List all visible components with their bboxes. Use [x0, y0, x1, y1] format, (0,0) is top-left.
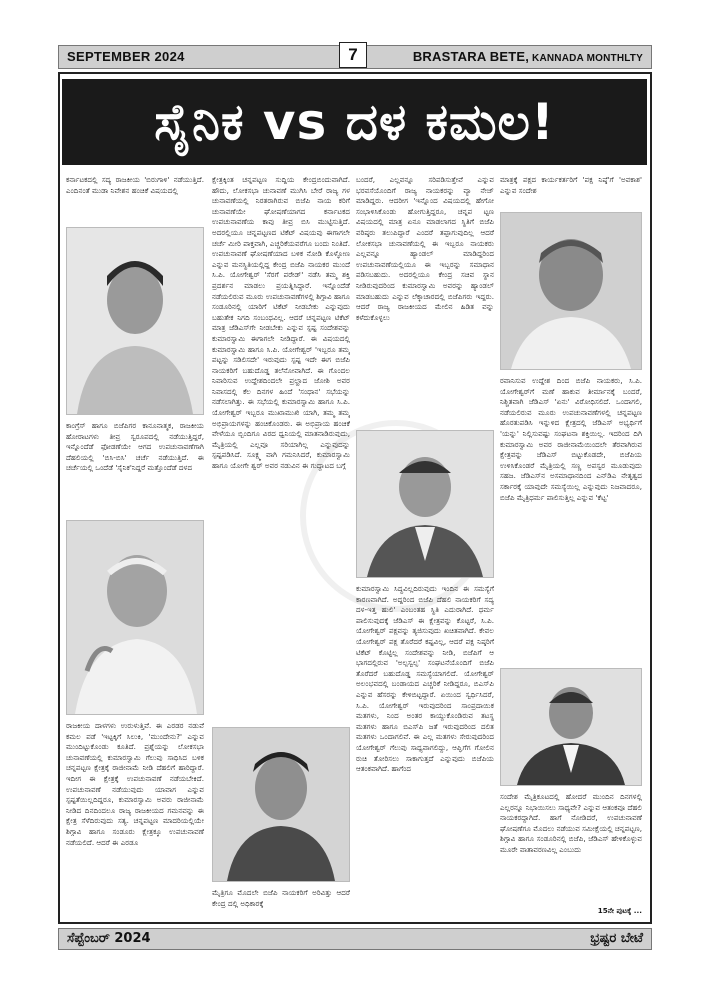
article-col1-body2: ರಾಜಕೀಯ ದಾಳಗಳು ಉರುಳುತ್ತಿವೆ. ಈ ಎರಡರ ನಡುವೆ ಕಮಲ ಪಡೆ 'ಇಟ್ಟಕ್ಕಿಗೆ ಸಿಲುಕಿ, 'ಮುಂದೇನು?' ಎನ್ನುವ ಮುಂದಿಟ್ಟುಕೊಂಡು ಕೂತಿದೆ. ಪ್ರಶ್ನೆಯನ್ನು ಲೋಕಸಭಾ ಚುನಾವಣೆಯಲ್ಲಿ ಕುಮಾರಸ್ವಾಮಿ ಗೆಲುವು ಸಾಧಿಸಿದ ಬಳಿಕ ಚನ್ನಪಟ್ಟಣ ಕ್ಷೇತ್ರಕ್ಕೆ ರಾಜೀನಾಮೆ ನೀಡಿ ದೆಹಲಿಗೆ ಹಾರಿದ್ದಾರೆ. ಇದೀಗ ಈ ಕ್ಷೇತ್ರಕ್ಕೆ ಉಪಚುನಾವಣೆ ನಡೆಯಬೇಕಿದೆ. ಉಪಚುನಾವಣೆ ನಡೆಯುವುದು ಯಾವಾಗ ಎನ್ನುವ ಸ್ಪಷ್ಟತೆಯಿಲ್ಲದಿದ್ದರೂ, ಕುಮಾರಸ್ವಾಮಿ ಅವರು ರಾಜೀನಾಮೆ ನೀಡಿದ ದಿನದಿಂದಲೂ ರಾಜ್ಯ ರಾಜಕೀಯದ ಗಮನವನ್ನು ಈ ಕ್ಷೇತ್ರ ಸೆಳೆದಿರುವುದು ಸತ್ಯ. ಚನ್ನಪಟ್ಟಣ ಮಾದರಿಯಲ್ಲಿಯೇ ಶಿಗ್ಗಾವಿ ಹಾಗೂ ಸಂಡೂರು ಕ್ಷೇತ್ರಕ್ಕೂ ಉಪಚುನಾವಣೆ ನಡೆಯಲಿದೆ. ಆದರೆ ಈ ಎರಡೂ [66, 721, 204, 847]
footer-date: ಸೆಪ್ಟೆಂಬರ್ 2024 [67, 931, 151, 946]
article-col1-body: ಕಾಂಗ್ರೆಸ್ ಹಾಗೂ ಬಿಜೆಪಿಗರ ಕಾನೂನಾತ್ಮಕ, ರಾಜಕೀಯ ಹೋರಾಟಗಳು ತೀವ್ರ ಸ್ವರೂಪದಲ್ಲಿ ನಡೆಯುತ್ತಿದ್ದರೆ, ಇನ್ನೊಂದೆಡೆ ಫೋಡಣೆಯೇ ಆಗದ ಉಪಚುನಾವಣೆಗಾಗಿ ದೆಹಲಿಯಲ್ಲಿ 'ಬಿಸಿ-ಬಿಸಿ' ಚರ್ಚೆ ನಡೆಯುತ್ತಿದೆ. ಈ ಚರ್ಚೆಯಲ್ಲಿ ಒಂದೆಡೆ 'ಸೈನಿಕ'ನಿದ್ದರೆ ಮತ್ತೊಂದೆಡೆ ದಳದ [66, 421, 204, 473]
photo-politician-4 [500, 212, 642, 370]
headline: ಸೈನಿಕ vs ದಳ ಕಮಲ! [62, 79, 647, 165]
continued-note: 15ನೇ ಪುಟಕ್ಕೆ ... [597, 906, 642, 915]
publication-name [413, 49, 643, 64]
article-col4-intro: ಮಾತ್ರಕ್ಕೆ ಪಕ್ಷದ ಕಾರ್ಯಕರ್ತರಿಗೆ 'ಪಕ್ಷ ನಿಷ್ಠೆ'ಗೆ 'ಅವಕಾಶ' ಎನ್ನುವ ಸಂದೇಶ [500, 175, 642, 195]
footer-publication: ಭ್ರಷ್ಟರ ಬೇಟೆ [590, 931, 643, 946]
footer-bar [58, 928, 652, 950]
article-col1-intro: ಕರ್ನಾಟಕದಲ್ಲಿ ಸದ್ಯ ರಾಜಕೀಯ 'ಬಿರುಗಾಳಿ' ನಡೆಯುತ್ತಿದೆ. ಎಂದಿನಂತೆ ಮುಡಾ ನಿವೇಶನ ಹಂಚಿಕೆ ವಿಷಯದಲ್ಲಿ [66, 175, 204, 195]
header-bar [58, 45, 652, 69]
article-col4-body: ರವಾನಿಸುವ ಉದ್ದೇಶ ದಿಂದ ಬಿಜೆಪಿ ನಾಯಕರು, ಸಿ.ಪಿ. ಯೋಗೇಶ್ವರ್‌ಗೆ ಮಣೆ ಹಾಕುವ ತೀರ್ಮಾನಕ್ಕೆ ಬಂದರೆ, ನಿಶ್ಚಿತವಾಗಿ ಜೆಡಿಎಸ್ 'ಏನು' ವಿರೋಧಿಸಲಿದೆ. ಒಂದಾಗಲಿ, ನಡೆಯಲಿರುವ ಮೂರು ಉಪಚುನಾವಣೆಗಳಲ್ಲಿ ಚನ್ನಪಟ್ಟಣ ಹೊರತುಪಡಿಸಿ ಇನ್ನುಳಿದ ಕ್ಷೇತ್ರದಲ್ಲಿ ಜೆಡಿಎಸ್ ಅಭ್ಯರ್ಥಿಗೆ 'ಯನ್ನು' ನಿಲ್ಲಿಸುವಷ್ಟು ಸಂಘಟನಾ ಶಕ್ತಿಯಿಲ್ಲ. ಇದರಿಂದ ದಿಗಿ ಕುಮಾರಸ್ವಾಮಿ ಅವರ ರಾಜೀನಾಮೆಯಿಂದಲೇ ತೆರವಾಗಿರುವ ಕ್ಷೇತ್ರವನ್ನು ಜೆಡಿಎಸ್ ಬಿಟ್ಟುಕೊಡದೇ, ಬಿಜೆಪಿಯ ಉಳಿಸಿಕೊಂಡರೆ ಮೈತ್ರಿಯಲ್ಲಿ ಸಣ್ಣ ಅಪಸ್ವರ ಮೂಡುವುದು ಸಹಜ. ಜೆಡಿಎಸ್‌ನ ಅಸಮಾಧಾನದಿಂದ ಎನ್‌ಡಿಎ ನೇತೃತ್ವದ ಸರ್ಕಾರಕ್ಕೆ ಯಾವುದೇ ಸಮಸ್ಯೆಯಿಲ್ಲ ಎನ್ನುವುದು ನಿಜವಾದರೂ, ಬಿಜೆಪಿ ಮೈತ್ರಿಧರ್ಮ ಪಾಲಿಸುತ್ತಿಲ್ಲ ಎನ್ನುವ 'ಕೆಟ್ಟ' [500, 376, 642, 502]
article-col3-body2: ಕುಮಾರಸ್ವಾಮಿ ಸಿದ್ಧವಿಲ್ಲದಿರುವುದು ಇಂದಿನ ಈ ಸಮಸ್ಯೆಗೆ ಕಾರಣವಾಗಿದೆ. ಅದ್ದರಿಂದ ಬಿಜೆಪಿ ದೆಹಲಿ ನಾಯಕರಿಗೆ ಸದ್ಯ ದಳ-ಇತ್ತ ಹುಲಿ' ಎಂಬಂತಹ ಸ್ಥಿತಿ ಎದುರಾಗಿದೆ. ಧರ್ಮ ಪಾಲಿಸುವುದಕ್ಕೆ ಜೆಡಿಎಸ್ ಈ ಕ್ಷೇತ್ರವನ್ನು ಕೊಟ್ಟರೆ, ಸಿ.ಪಿ. ಯೋಗೇಶ್ವರ್ ಪಕ್ಷವನ್ನು ತ್ಯಜಿಸುವುದು ಖಚಿತವಾಗಿದೆ. ಕೇವಲ ಯೋಗೇಶ್ವರ್ ಪಕ್ಷ ತೊರೆದರೆ ಕಷ್ಟವಿಲ್ಲ, ಆದರೆ ಪಕ್ಷ ನಿಷ್ಠರಿಗೆ ಟಿಕೆಟ್ ಕೊಟ್ಟಿಲ್ಲ ಸಂದೇಶವನ್ನು ನೀಡಿ, ಬಿಜೆಪಿಗೆ ಆ ಭಾಗದಲ್ಲಿರುವ 'ಅಲ್ಪಸ್ವಲ್ಪ' ಸಂಘಟನೆಯೊಂದಿಗೆ ಬಿಜೆಪಿ ತೊರೆದರೆ ಬಹುದೊಡ್ಡ ಸಮಸ್ಯೆಯಾಗಲಿದೆ. ಯೋಗೇಶ್ವರ್ ಅಲಂಭವದಲ್ಲಿ ಬಂಡಾಯದ ಎಚ್ಚರಿಕೆ ನೀಡಿದ್ದರೂ, ಬಿಎಸ್‌ಪಿ ಎನ್ನುವ ಹೆಸರನ್ನು ಕೇಳಿಬಿಟ್ಟದ್ದಾರೆ. ಏಯಿಂದ ಸ್ವರ್ಧಿಸಿದರೆ, ಸಿ.ಪಿ. ಯೋಗೇಶ್ವರ್ ಇರುವುದರಿಂದ ಸಾಂಪ್ರದಾಯಿಕ ಮತಗಳು, ನಿಂದ ಅಂತರ ಕಾಯ್ದುಕೊಂಡಿರುವ ತಟಸ್ಥ ಮತಗಳು ಹಾಗೂ ಬಿಎಸ್‌ಪಿ ಜತೆ ಇರುವುದರಿಂದ ದಲಿತ ಮತಗಳು ಒಂದಾಗಲಿವೆ. ಈ ಎಲ್ಲ ಮತಗಳು ಸೇರುವುದರಿಂದ ಯೋಗೇಶ್ವರ್ ಗೆಲುವು ಸಾಧ್ಯವಾಗಲಿದ್ದು, ಆಪ್ಘಿಗೆಗ ಗೋಲಿನ ರುಚಿ ತೋರಿಸಲು ಸಾಕಾಗುತ್ತದೆ ಎನ್ನುವುದು ಬಿಜೆಪಿಯ ಆತಂಕವಾಗಿದೆ. ಹಾಗೆಂದ [356, 584, 494, 774]
article-col2-end: ಮೈತ್ರಿಗೂ ಮೊದಲೇ ಬಿಜೆಪಿ ನಾಯಕರಿಗೆ ಅರಿವಿತ್ತು ಆದರೆ ಕೇಂದ್ರ ದಲ್ಲಿ ಅಧಿಕಾರಕ್ಕೆ [212, 888, 350, 908]
page-number: 7 [339, 42, 367, 68]
publication-title: BRASTARA BETE, [412, 49, 530, 64]
photo-politician-2 [66, 520, 204, 715]
photo-politician-1 [66, 227, 204, 415]
photo-politician-5 [500, 668, 642, 786]
issue-date: SEPTEMBER 2024 [67, 49, 185, 64]
article-col2-body: ಕ್ಷೇತ್ರಕ್ಕಿಂತ ಚನ್ನಪಟ್ಟಣ ಸುದ್ದಿಯ ಕೇಂದ್ರಬಿಂದುವಾಗಿದೆ. ಹೌದು, ಲೋಕಸಭಾ ಚುನಾವಣೆ ಮುಗಿಸಿ ಬೇರೆ ರಾಜ್ಯ ಗಳ ಚುನಾವಣೆಯಲ್ಲಿ ನಿರತರಾಗಿರುವ ಬಿಜೆಪಿ ನಾಯ ಕರಿಗೆ ಚುನಾವಣೆಯೇ ಘೋಷಣೆಯಾಗದ ಕರ್ನಾಟಕದ ಉಪಚುನಾವಣೆಯ ಕಾವು ತೀವ್ರ ಬಿಸಿ ಮುಟ್ಟಿಸುತ್ತಿದೆ. ಅದರಲ್ಲಿಯೂ ಚನ್ನಪಟ್ಟಣದ ಟಿಕೆಟ್ ವಿಷಯವು ಈಗಾಗಲೇ ಚರ್ಚೆ ಮೀರಿ ಪಾಕ್ತವಾಗಿ, ಎಚ್ಚರಿಕೆಯವರೆಗೂ ಬಂದು ನಿಂತಿದೆ. ಉಪಚುನಾವಣೆ ಘೋಷಣೆಯಾದ ಬಳಿಕ ನೋಡಿ ಕೊಳ್ಳೋಣ ಎನ್ನುವ ಮನಸ್ಥಿತಿಯಲ್ಲಿದ್ದ ಕೇಂದ್ರ ಬಿಜೆಪಿ ನಾಯಕರ ಮುಂದೆ ಸಿ.ಪಿ. ಯೋಗೇಶ್ವರ್ 'ಸೆರಗೆ ಪರೇಡ್' ನಡೆಸಿ ತಮ್ಮ ಶಕ್ತಿ ಪ್ರದರ್ಶನ ಮಾಡಲು ಪ್ರಯತ್ನಿಸಿದ್ದಾರೆ. ಇನ್ನೊಂದೆಡೆ ನಡೆಯಲಿರುವ ಮೂರು ಉಪಚುನಾವಣೆಗಳಲ್ಲಿ ಶಿಗ್ಗಾವಿ ಹಾಗೂ ಸಂಡೂರಿನಲ್ಲಿ ಯಾರಿಗೆ ಟಿಕೆಟ್ ನೀಡಬೇಕು ಎನ್ನುವುದು ಬಹುತೇಕ ನಿಗದಿ ಸಂಬಂಧವಿಲ್ಲ. ಆದರೆ ಚನ್ನಪಟ್ಟಣ ಟಿಕೆಟ್ ಮಾತ್ರ ಜೆಡಿಎಸ್‌ಗೇ ನೀಡಬೇಕು ಎನ್ನುವ ಸ್ಪಷ್ಟ ಸಂದೇಶವನ್ನು ಕುಮಾರಸ್ವಾಮಿ ಈಗಾಗಲೇ ನೀಡಿದ್ದಾರೆ. ಈ ವಿಷಯದಲ್ಲಿ ಕುಮಾರಸ್ವಾಮಿ ಹಾಗೂ ಸಿ.ಪಿ. ಯೋಗೇಶ್ವರ್ 'ಇಬ್ಬರೂ ತಮ್ಮ ಪಟ್ಟನ್ನು ಸಡಿಲಿಸದೇ' ಇರುವುದು ಸ್ಪಷ್ಟ ಇದೇ ಈಗ ಬಿಜೆಪಿ ನಾಯಕರಿಗೆ ಬಹುದೊಡ್ಡ ತಲೆನೋವಾಗಿದೆ. ಈ ಗೊಂದಲ ನಿವಾರಿಸುವ ಉದ್ದೇಶದಿಂದಲೇ ಪ್ರಲ್ಹಾದ ಜೋಶಿ ಅವರ ನಿವಾಸದಲ್ಲಿ ಕೆಲ ದಿನಗಳ ಹಿಂದೆ 'ಸಂಧಾನ' ಸಭೆಯನ್ನು ನಡೆಸಲಾಗಿತ್ತು. ಈ ಸಭೆಯಲ್ಲಿ ಕುಮಾರಸ್ವಾಮಿ ಹಾಗೂ ಸಿ.ಪಿ. ಯೋಗೇಶ್ವರ್ ಇಬ್ಬರೂ ಮುಖಾಮುಖಿ ಯಾಗಿ, ತಮ್ಮ ತಮ್ಮ ಅಭಿಪ್ರಾಯಗಳನ್ನು ಹಂಚಿಕೊಂಡರು. ಈ ಅಭಿಪ್ರಾಯ ಹಂಚಿಕೆ ವೇಳೆಯೂ ಬ್ಬಿಂದಿಗೂ ವಿರದ ಧ್ವನಿಯಲ್ಲಿ ಮಾತನಾಡಿರುವುದು, ಮೈತ್ರಿಯಲ್ಲಿ ಎಲ್ಲವೂ ಸರಿಯಾಗಿಲ್ಲ ಎನ್ನುವುದನ್ನು ಸ್ಪಷ್ಟಪಡಿಸಿದೆ. ಸೂಕ್ಷ್ಮ ವಾಗಿ ಗಮನಿಸಿದರೆ, ಕುಮಾರಸ್ವಾಮಿ ಹಾಗೂ ಯೋಗೇ ಶ್ವರ್ ಅವರ ನಡುವಿನ ಈ ಗುದ್ದಾಟದ ಬಗ್ಗೆ [212, 175, 350, 471]
photo-actor [212, 727, 350, 882]
publication-subtitle: KANNADA MONTHLTY [529, 53, 643, 64]
article-col3-body: ಬಂದರೆ, ಎಲ್ಲವನ್ನೂ ಸರಿಪಡಿಸುತ್ತೇವೆ ಎನ್ನುವ ಭರವಸೆಯೊಂದಿಗೆ ರಾಜ್ಯ ನಾಯಕರನ್ನು ವ್ಯಾ ನೇಜ್ ಮಾಡಿದ್ದರು. ಆದರೀಗ 'ಇನ್ನೊಂದ ವಿಷಯದಲ್ಲಿ ಹೇಗೋ ಸಂಭಾಳಿಸಿಕೊಂಡು ಹೋಗುತ್ತಿದ್ದರೂ, ಚನ್ನಪ ಟ್ಟಣ ವಿಷಯದಲ್ಲಿ ಮಾತ್ರ ಏನೂ ಮಾಡಲಾಗದ ಸ್ಥಿತಿಗೆ ಬಿಜೆಪಿ ವರಿಷ್ಠರು ತಲುಪಿದ್ದಾರೆ ಎಂದರೆ ತಪ್ಪಾಗುವುದಿಲ್ಲ ಆದರೆ ಲೋಕಸಭಾ ಚುನಾವಣೆಯಲ್ಲಿ ಈ ಇಬ್ಬರೂ ನಾಯಕರು ಎಲ್ಲವನ್ನೂ ಹ್ಯಾಂಡಲ್ ಮಾಡಿದ್ದರಿಂದ ಉಪಚುನಾವಣೆಯಲ್ಲಿಯೂ ಈ ಇಬ್ಬರನ್ನು ಸಮಾಧಾನ ಪಡಿಸಬಹುದು. ಅದರಲ್ಲಿಯೂ ಕೇಂದ್ರ ಸಚಿವ ಸ್ಥಾನ ನೀಡಿರುವುದರಿಂದ ಕುಮಾರಸ್ವಾಮಿ ಅವರನ್ನು ಹ್ಯಾಂಡಲ್ ಮಾಡಬಹುದು ಎನ್ನುವ ಲೆಕ್ಕಾಚಾರದಲ್ಲಿ ಬಿಜೆಪಿಗರು ಇದ್ದರು. ಆದರೆ ರಾಜ್ಯ ರಾಜಕೀಯದ ಮೇಲಿನ ಹಿಡಿತ ವನ್ನು ಕಳೆದುಕೊಳ್ಳಲು [356, 175, 494, 322]
photo-politician-3 [356, 430, 494, 578]
article-col4-body2: ಸಂದೇಶ ಮೈತ್ರಿಕೂಟದಲ್ಲಿ ಹೋದರೆ ಮುಂದಿನ ದಿನಗಳಲ್ಲಿ ಎಲ್ಲರನ್ನೂ ನಿಭಾಯಿಸಲು ಸಾಧ್ಯವೇ? ಎನ್ನುವ ಆತಂಕವೂ ದೆಹಲಿ ನಾಯಕರದ್ದಾಗಿದೆ. ಹಾಗೆ ನೋಡಿದರೆ, ಉಪಚುನಾವಣೆ ಘೋಷಣೆಗೂ ಮೊದಲು ನಡೆಯುವ ಸಮೀಕ್ಷೆಯಲ್ಲಿ ಚನ್ನಪಟ್ಟಣ, ಶಿಗ್ಗಾವಿ ಹಾಗೂ ಸಂಡೂರಿನಲ್ಲಿ ಬಿಜೆಪಿ, ಜೆಡಿಎಸ್ ಹೇಳಿಕೊಳ್ಳುವ ಮೂರೇ ವಾತಾವರಣವಿಲ್ಲ ಎಂಬುದು [500, 792, 642, 854]
